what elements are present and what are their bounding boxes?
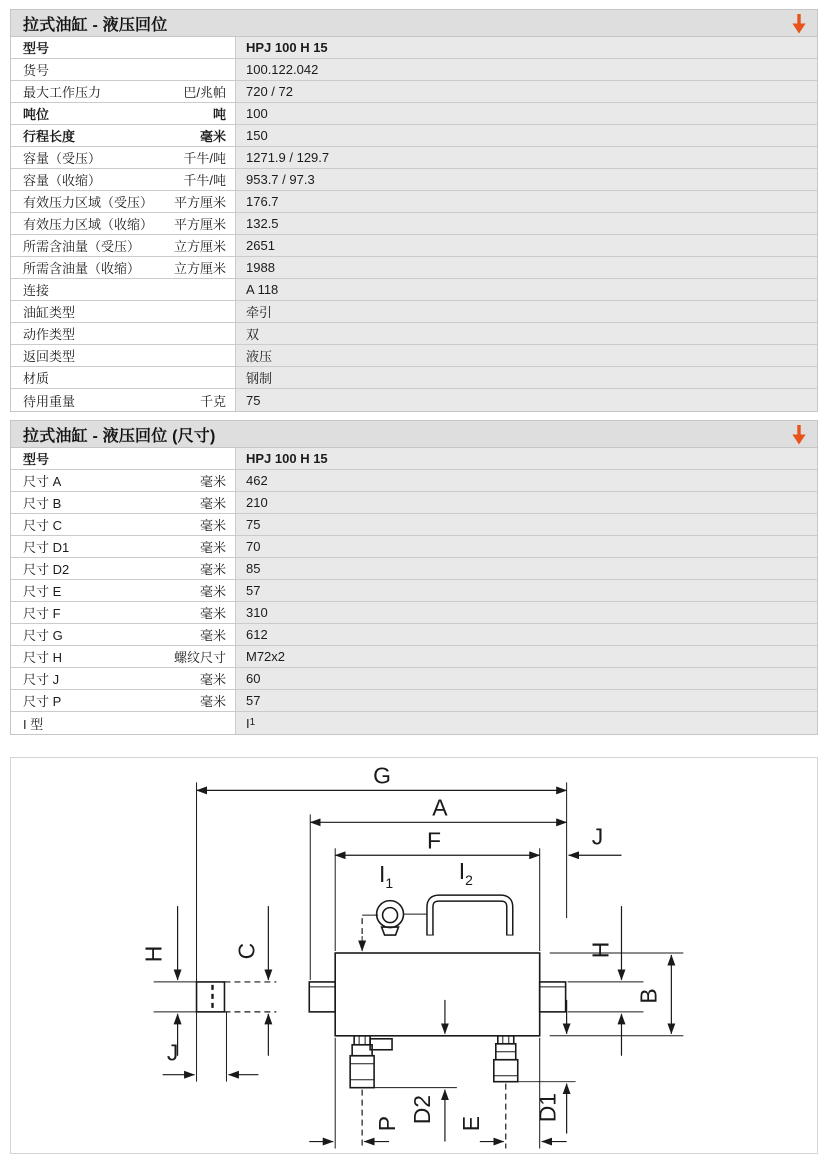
row-label: 材质 — [23, 371, 50, 386]
row-label-cell — [11, 257, 236, 278]
table-title: 拉式油缸 - 液压回位 — [23, 16, 168, 34]
table-body — [11, 448, 817, 734]
row-value: 1988 — [236, 257, 817, 278]
spec-table-dimensions — [10, 420, 818, 735]
row-label: 尺寸 B — [23, 496, 62, 511]
row-label: 容量（受压） — [23, 151, 102, 166]
table-row — [11, 646, 817, 668]
row-label-cell — [11, 37, 236, 58]
collapse-down-arrow-icon[interactable] — [788, 12, 810, 36]
table-row — [11, 257, 817, 279]
table-row — [11, 712, 817, 734]
row-label: 尺寸 G — [23, 628, 63, 643]
row-value: 720 / 72 — [236, 81, 817, 102]
row-label: 尺寸 J — [23, 672, 60, 687]
row-unit: 毫米 — [199, 496, 226, 511]
row-label-cell — [11, 235, 236, 256]
row-unit: 毫米 — [199, 540, 226, 555]
table-row — [11, 279, 817, 301]
row-value: M72x2 — [236, 646, 817, 667]
row-value: 132.5 — [236, 213, 817, 234]
row-value: 462 — [236, 470, 817, 491]
row-label: 吨位 — [23, 107, 50, 122]
row-value: I 1 — [236, 712, 817, 734]
row-label-cell — [11, 514, 236, 535]
collapse-down-arrow-icon[interactable] — [788, 423, 810, 447]
row-label-cell — [11, 558, 236, 579]
dim-label-J-top: J — [591, 823, 604, 850]
row-label: 尺寸 A — [23, 474, 62, 489]
cylinder-body-drawing — [197, 953, 566, 1088]
dim-label-D2: D2 — [408, 1094, 435, 1125]
dim-label-I2: $I_2$ — [458, 858, 473, 889]
dim-label-D1: D1 — [534, 1092, 561, 1123]
row-label-cell — [11, 191, 236, 212]
row-label-cell — [11, 580, 236, 601]
row-value: A 118 — [236, 279, 817, 300]
row-unit: 毫米 — [199, 628, 226, 643]
row-unit: 毫米 — [199, 562, 226, 577]
row-label-cell — [11, 389, 236, 411]
table-row — [11, 514, 817, 536]
row-value: 60 — [236, 668, 817, 689]
table-row — [11, 558, 817, 580]
dim-label-J-bottom: J — [166, 1039, 179, 1066]
row-label-cell — [11, 345, 236, 366]
row-value: 57 — [236, 690, 817, 711]
row-label-cell — [11, 690, 236, 711]
table-body — [11, 37, 817, 411]
dim-label-H-right: H — [587, 941, 614, 959]
row-label: 有效压力区域（受压） — [23, 195, 154, 210]
row-value: 双 — [236, 323, 817, 344]
row-label: 尺寸 D2 — [23, 562, 70, 577]
table-row — [11, 59, 817, 81]
row-label-cell — [11, 646, 236, 667]
table-row — [11, 580, 817, 602]
row-label: 货号 — [23, 63, 50, 78]
table-row — [11, 37, 817, 59]
row-label: 连接 — [23, 283, 50, 298]
row-value: 176.7 — [236, 191, 817, 212]
row-label-cell — [11, 492, 236, 513]
row-value: 612 — [236, 624, 817, 645]
table-title: 拉式油缸 - 液压回位 (尺寸) — [23, 427, 216, 445]
row-value: 钢制 — [236, 367, 817, 388]
spec-table-main — [10, 9, 818, 412]
table-header — [11, 10, 817, 37]
row-value: 2651 — [236, 235, 817, 256]
table-row — [11, 169, 817, 191]
dim-label-H-left: H — [140, 945, 167, 963]
row-label: 容量（收缩） — [23, 173, 102, 188]
row-label: 最大工作压力 — [23, 85, 102, 100]
row-label-cell — [11, 323, 236, 344]
row-label-cell — [11, 147, 236, 168]
row-value: 1271.9 / 129.7 — [236, 147, 817, 168]
table-row — [11, 492, 817, 514]
row-label: 型号 — [23, 452, 50, 467]
table-row — [11, 389, 817, 411]
row-label: 尺寸 E — [23, 584, 62, 599]
extension-lines — [154, 782, 684, 1148]
row-label-cell — [11, 213, 236, 234]
dim-label-C: C — [233, 942, 260, 960]
row-label: 动作类型 — [23, 327, 76, 342]
row-label: 所需含油量（受压） — [23, 239, 141, 254]
row-unit: 毫米 — [199, 129, 226, 144]
row-value: 75 — [236, 514, 817, 535]
row-label-cell — [11, 81, 236, 102]
row-unit: 立方厘米 — [173, 261, 226, 276]
row-value: HPJ 100 H 15 — [236, 37, 817, 58]
row-value: 953.7 / 97.3 — [236, 169, 817, 190]
table-row — [11, 81, 817, 103]
row-unit: 螺纹尺寸 — [173, 650, 226, 665]
table-row — [11, 191, 817, 213]
dimension-diagram-panel — [10, 757, 818, 1154]
handle-symbol — [426, 898, 513, 935]
table-row — [11, 668, 817, 690]
dim-label-P: P — [374, 1115, 401, 1132]
table-row — [11, 448, 817, 470]
row-value: 液压 — [236, 345, 817, 366]
row-unit: 毫米 — [199, 606, 226, 621]
table-row — [11, 235, 817, 257]
dim-label-B: B — [635, 988, 662, 1004]
row-unit: 千牛/吨 — [183, 173, 226, 188]
table-row — [11, 602, 817, 624]
row-label-cell — [11, 125, 236, 146]
table-row — [11, 323, 817, 345]
row-unit: 毫米 — [199, 584, 226, 599]
row-unit: 毫米 — [199, 518, 226, 533]
row-label-cell — [11, 712, 236, 734]
dim-label-G: G — [373, 762, 392, 789]
row-label: 待用重量 — [23, 393, 76, 409]
row-label-cell — [11, 448, 236, 469]
row-label-cell — [11, 59, 236, 80]
row-label: 有效压力区域（收缩） — [23, 217, 154, 232]
row-label: 尺寸 C — [23, 518, 63, 533]
row-value: 85 — [236, 558, 817, 579]
row-label: 尺寸 P — [23, 694, 62, 709]
row-label: 型号 — [23, 41, 50, 56]
row-label: 所需含油量（收缩） — [23, 261, 141, 276]
table-row — [11, 147, 817, 169]
row-label-cell — [11, 367, 236, 388]
dim-label-A: A — [432, 794, 448, 821]
row-label: 油缸类型 — [23, 305, 76, 320]
table-row — [11, 103, 817, 125]
lifting-eye-symbol — [377, 901, 429, 935]
row-value: 牵引 — [236, 301, 817, 322]
row-label-cell — [11, 279, 236, 300]
row-unit: 平方厘米 — [173, 217, 226, 232]
row-label-cell — [11, 470, 236, 491]
row-unit: 毫米 — [199, 672, 226, 687]
row-value: 100 — [236, 103, 817, 124]
row-unit: 平方厘米 — [173, 195, 226, 210]
row-unit: 吨 — [212, 107, 226, 122]
row-label: 行程长度 — [23, 129, 76, 144]
row-unit: 巴/兆帕 — [183, 85, 226, 100]
table-row — [11, 367, 817, 389]
row-value: 57 — [236, 580, 817, 601]
row-value: 150 — [236, 125, 817, 146]
row-label-cell — [11, 301, 236, 322]
row-label: 尺寸 F — [23, 606, 61, 621]
row-value: 100.122.042 — [236, 59, 817, 80]
row-label-cell — [11, 536, 236, 557]
row-label-cell — [11, 602, 236, 623]
row-label: 尺寸 D1 — [23, 540, 70, 555]
row-label: 返回类型 — [23, 349, 76, 364]
row-value: 70 — [236, 536, 817, 557]
row-unit: 毫米 — [199, 474, 226, 489]
table-header — [11, 421, 817, 448]
row-label-cell — [11, 668, 236, 689]
row-value: 75 — [236, 389, 817, 411]
row-unit: 立方厘米 — [173, 239, 226, 254]
dim-label-F: F — [426, 827, 441, 854]
table-row — [11, 213, 817, 235]
row-label: 尺寸 H — [23, 650, 63, 665]
row-label: I 型 — [23, 716, 44, 732]
table-row — [11, 301, 817, 323]
cylinder-dimension-drawing — [11, 758, 817, 1153]
row-unit: 千牛/吨 — [183, 151, 226, 166]
table-row — [11, 536, 817, 558]
table-row — [11, 624, 817, 646]
row-label-cell — [11, 169, 236, 190]
row-unit: 毫米 — [199, 694, 226, 709]
row-value: 210 — [236, 492, 817, 513]
dim-label-E: E — [457, 1115, 484, 1132]
row-label-cell — [11, 103, 236, 124]
row-label-cell — [11, 624, 236, 645]
row-unit: 千克 — [199, 393, 226, 409]
table-row — [11, 345, 817, 367]
dimension-labels — [141, 762, 662, 1131]
row-value: 310 — [236, 602, 817, 623]
table-row — [11, 470, 817, 492]
row-value: HPJ 100 H 15 — [236, 448, 817, 469]
dim-label-I1: $I_1$ — [378, 861, 394, 892]
table-row — [11, 125, 817, 147]
table-row — [11, 690, 817, 712]
